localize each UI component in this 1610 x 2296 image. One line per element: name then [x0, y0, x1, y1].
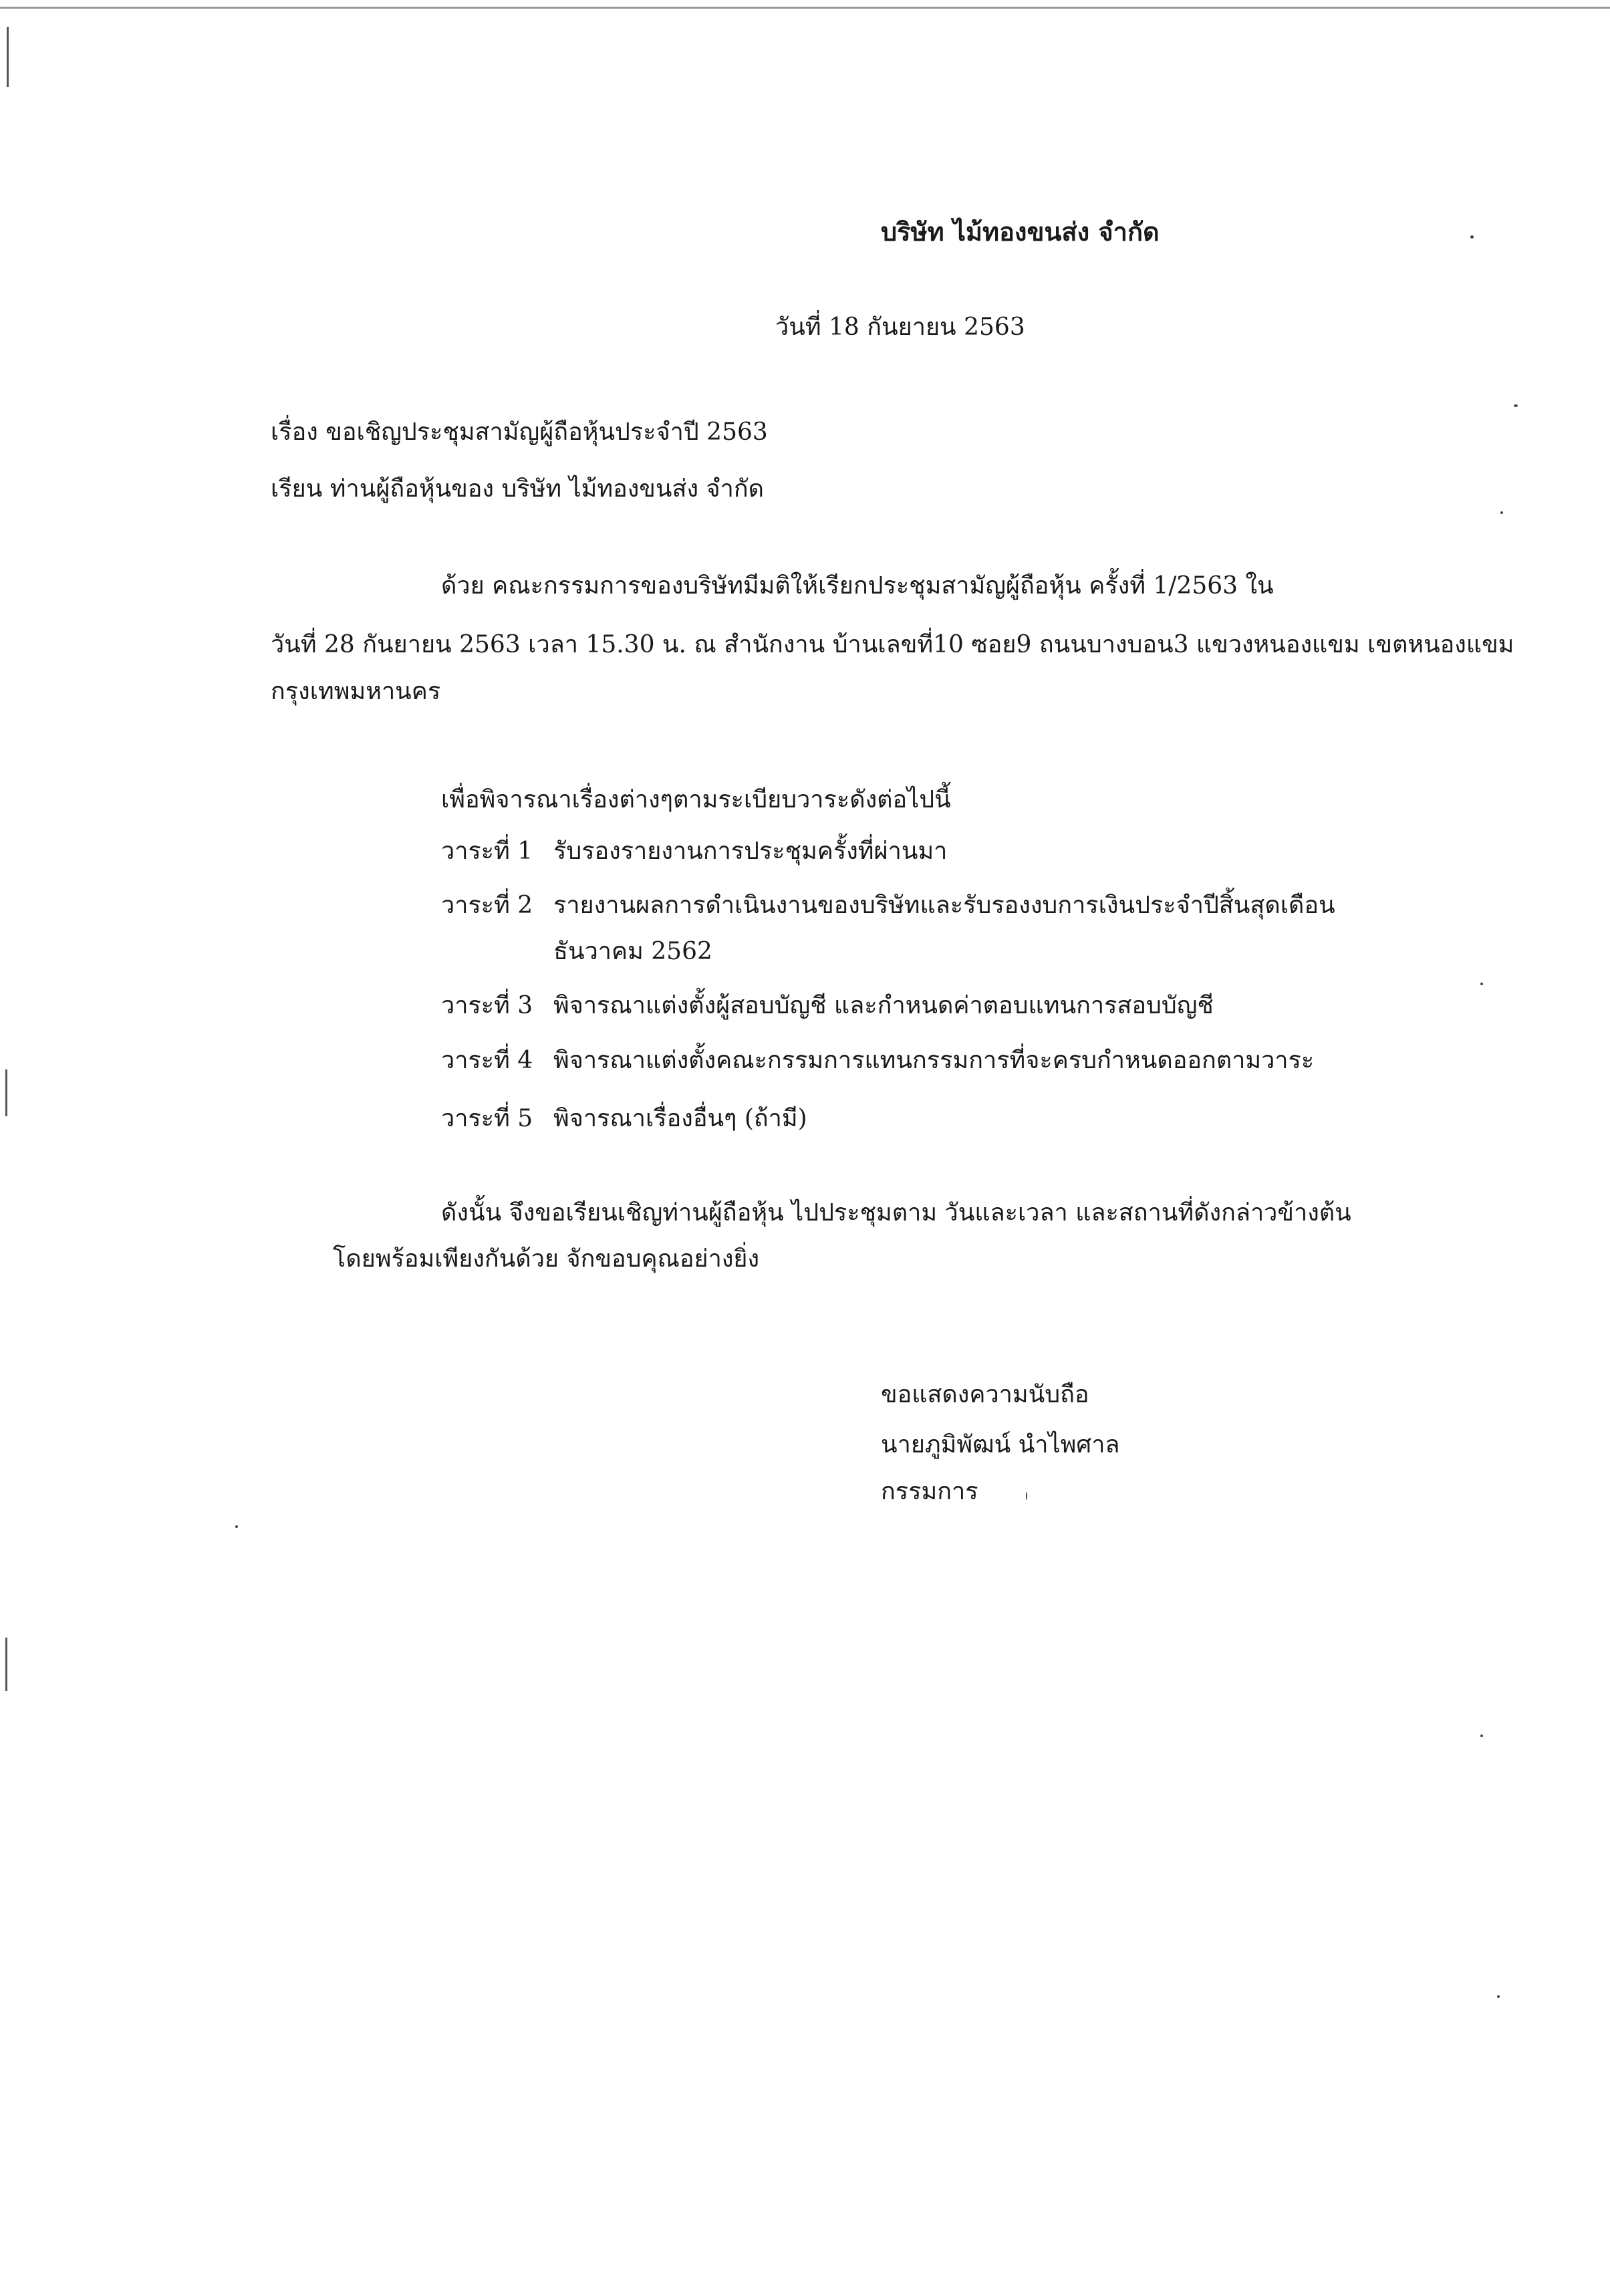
scan-edge-mark — [5, 1069, 7, 1116]
letter-date: วันที่ 18 กันยายน 2563 — [775, 313, 1025, 341]
agenda-text: พิจารณาแต่งตั้งผู้สอบบัญชี และกำหนดค่าตอบแทนการสอบบัญชี — [553, 992, 1214, 1019]
scan-edge-mark — [7, 27, 9, 87]
scan-speck — [1514, 404, 1518, 407]
signature-respect: ขอแสดงความนับถือ — [881, 1381, 1089, 1408]
signature-title: กรรมการ — [881, 1478, 978, 1505]
agenda-text: พิจารณาแต่งตั้งคณะกรรมการแทนกรรมการที่จะครบกำหนดออกตามวาระ — [553, 1047, 1315, 1074]
scan-speck — [1500, 511, 1503, 514]
agenda-number: วาระที่ 5 — [441, 1105, 533, 1132]
company-heading: บริษัท ไม้ทองขนส่ง จำกัด — [881, 217, 1160, 247]
paragraph-line: กรุงเทพมหานคร — [271, 678, 441, 705]
agenda-text: รับรองรายงานการประชุมครั้งที่ผ่านมา — [553, 838, 948, 865]
paragraph-line: วันที่ 28 กันยายน 2563 เวลา 15.30 น. ณ สำนักงาน บ้านเลขที่10 ซอย9 ถนนบางบอน3 แขวงหนองแขม เขตหนองแขม — [271, 631, 1514, 658]
scan-speck — [1480, 1735, 1483, 1737]
agenda-text: พิจารณาเรื่องอื่นๆ (ถ้ามี) — [553, 1105, 807, 1132]
closing-line: ดังนั้น จึงขอเรียนเชิญท่านผู้ถือหุ้น ไปประชุมตาม วันและเวลา และสถานที่ดังกล่าวข้างต้น — [441, 1199, 1351, 1227]
letter-subject: เรื่อง ขอเชิญประชุมสามัญผู้ถือหุ้นประจำปี 2563 — [271, 418, 768, 446]
agenda-number: วาระที่ 4 — [441, 1047, 533, 1074]
agenda-text-continued: ธันวาคม 2562 — [553, 938, 712, 965]
signature-name: นายภูมิพัฒน์ นำไพศาล — [881, 1431, 1120, 1458]
scan-speck — [1480, 983, 1483, 985]
paragraph-line: ด้วย คณะกรรมการของบริษัทมีมติให้เรียกประชุมสามัญผู้ถือหุ้น ครั้งที่ 1/2563 ใน — [441, 572, 1274, 600]
scan-top-edge — [0, 7, 1610, 9]
scan-speck — [1026, 1492, 1027, 1500]
agenda-text: รายงานผลการดำเนินงานของบริษัทและรับรองงบการเงินประจำปีสิ้นสุดเดือน — [553, 892, 1335, 919]
letter-recipient: เรียน ท่านผู้ถือหุ้นของ บริษัท ไม้ทองขนส่ง จำกัด — [271, 475, 764, 503]
scan-speck — [235, 1525, 238, 1528]
scan-edge-mark — [5, 1638, 7, 1691]
closing-line: โดยพร้อมเพียงกันด้วย จักขอบคุณอย่างยิ่ง — [333, 1245, 760, 1273]
scan-speck — [1470, 235, 1474, 239]
scan-speck — [1497, 1995, 1500, 1998]
agenda-number: วาระที่ 2 — [441, 892, 533, 919]
agenda-intro: เพื่อพิจารณาเรื่องต่างๆตามระเบียบวาระดังต่อไปนี้ — [441, 786, 951, 813]
agenda-number: วาระที่ 3 — [441, 992, 533, 1019]
agenda-number: วาระที่ 1 — [441, 838, 533, 865]
